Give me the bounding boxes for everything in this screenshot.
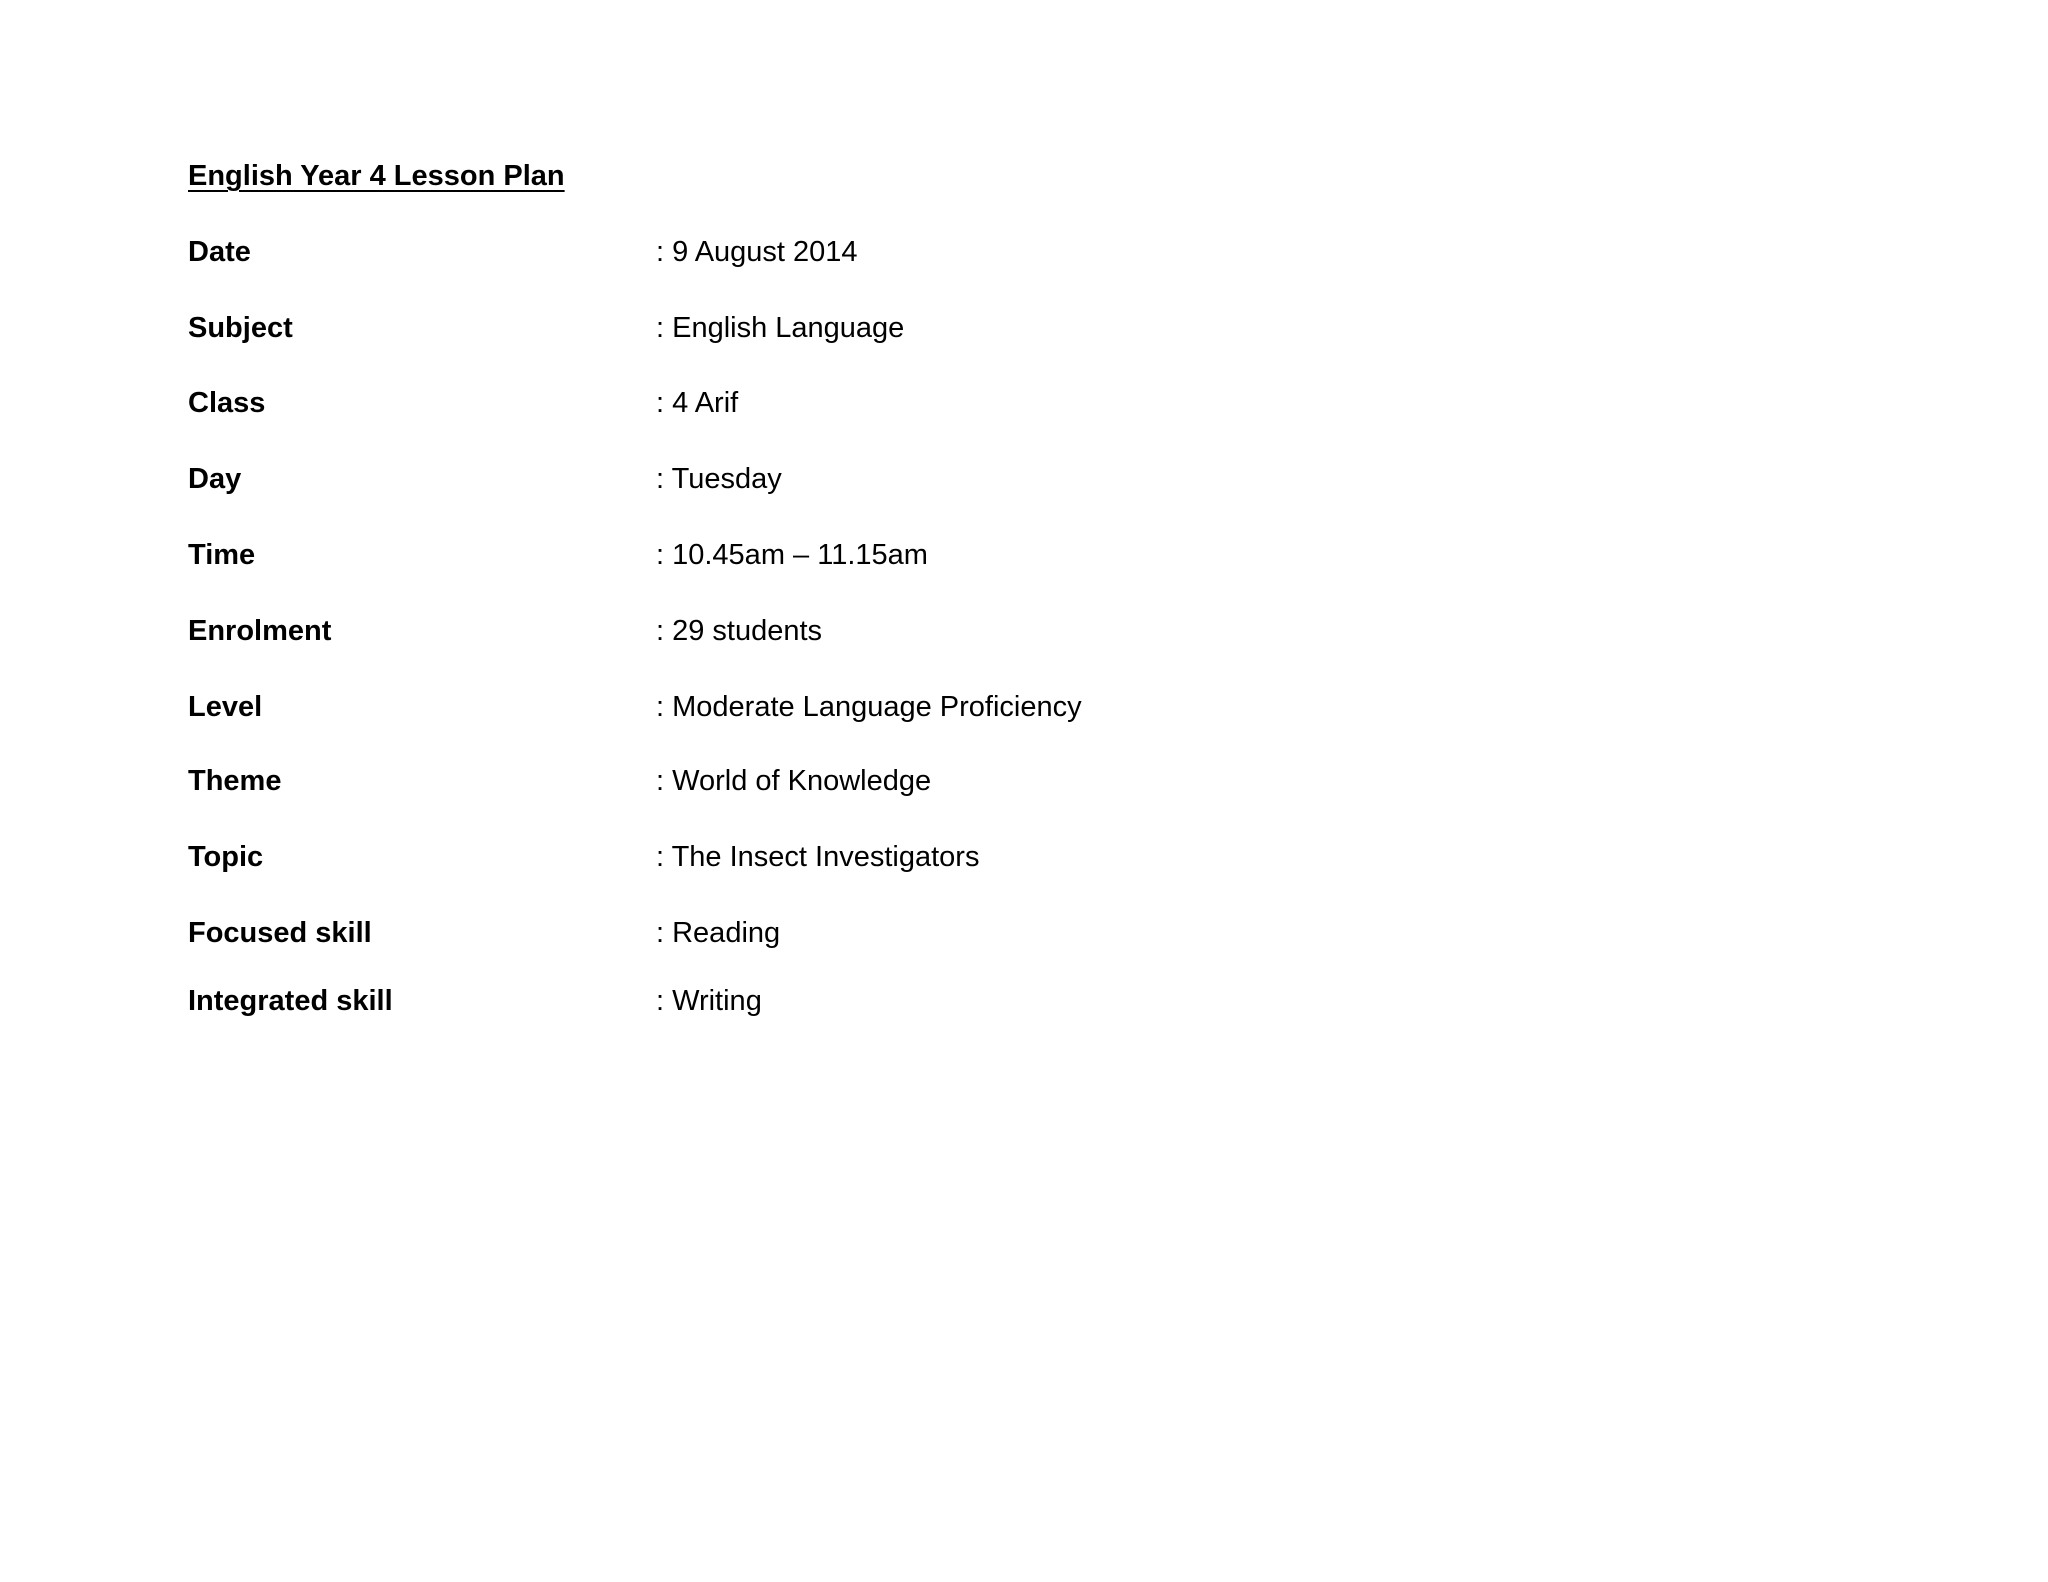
field-row-subject (188, 312, 1688, 352)
field-label: Topic (188, 841, 264, 873)
field-label: Time (188, 539, 256, 571)
field-label: Focused skill (188, 917, 372, 949)
field-row-class (188, 387, 1688, 427)
field-value: : 10.45am – 11.15am (656, 539, 928, 571)
field-row-time (188, 539, 1688, 579)
field-row-integrated-skill (188, 985, 1688, 1025)
field-value: : The Insect Investigators (656, 841, 980, 873)
field-label: Enrolment (188, 615, 332, 647)
field-row-focused-skill (188, 917, 1688, 957)
field-value: : Tuesday (656, 463, 782, 495)
field-value: : Moderate Language Proficiency (656, 691, 1082, 723)
field-label: Subject (188, 312, 293, 344)
field-label: Theme (188, 765, 282, 797)
field-label: Class (188, 387, 266, 419)
field-value: : 4 Arif (656, 387, 739, 419)
document-title: English Year 4 Lesson Plan (188, 160, 565, 192)
field-value: : Writing (656, 985, 762, 1017)
field-label: Day (188, 463, 242, 495)
field-row-date (188, 236, 1688, 276)
field-row-enrolment (188, 615, 1688, 655)
field-label: Date (188, 236, 251, 268)
field-row-theme (188, 765, 1688, 805)
field-value: : Reading (656, 917, 781, 949)
field-value: : English Language (656, 312, 905, 344)
field-row-day (188, 463, 1688, 503)
field-label: Level (188, 691, 263, 723)
field-row-level (188, 691, 1688, 731)
field-value: : 29 students (656, 615, 823, 647)
field-value: : World of Knowledge (656, 765, 932, 797)
field-row-topic (188, 841, 1688, 881)
field-label: Integrated skill (188, 985, 393, 1017)
field-value: : 9 August 2014 (656, 236, 858, 268)
